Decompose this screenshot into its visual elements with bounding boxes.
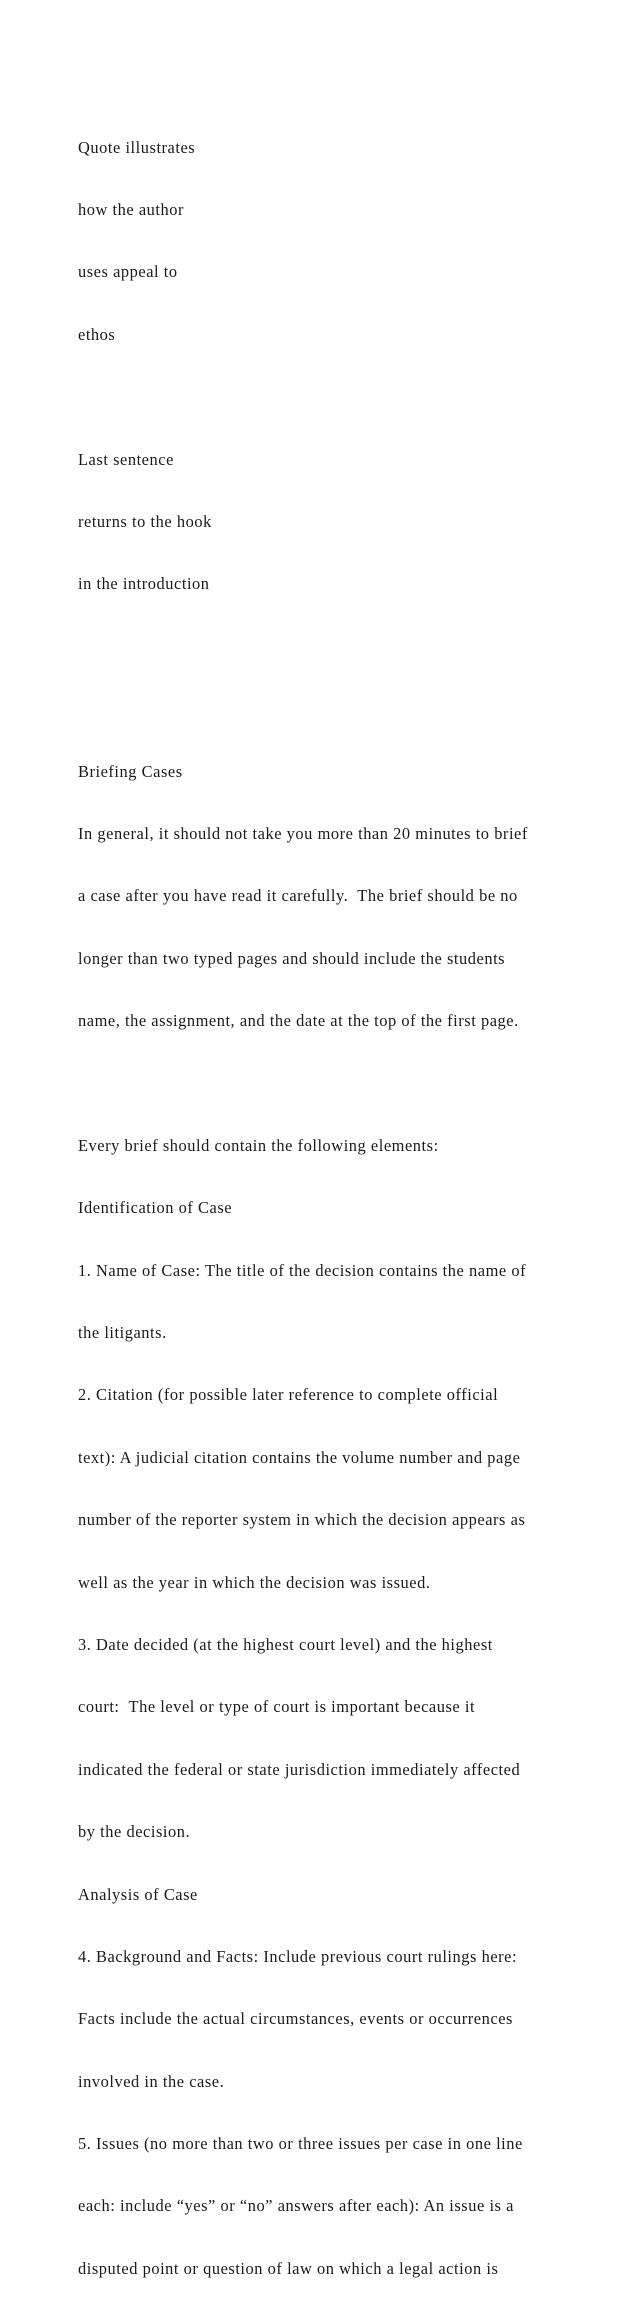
text-line: in the introduction [78, 574, 210, 594]
text-line: 3. Date decided (at the highest court level) and the highest [78, 1634, 493, 1654]
blank-line [78, 387, 618, 408]
text-line: In general, it should not take you more than 20 minutes to brief [78, 823, 528, 843]
text-line: returns to the hook [78, 511, 212, 531]
text-line: longer than two typed pages and should include the students [78, 948, 506, 968]
text-line: disputed point or question of law on which a legal action is [78, 2258, 499, 2278]
text-line: well as the year in which the decision was issued. [78, 1572, 431, 1592]
text-line: 4. Background and Facts: Include previous court rulings here: [78, 1946, 518, 1966]
text-line: court: The level or type of court is important because it [78, 1697, 476, 1717]
text-line: a case after you have read it carefully. The brief should be no [78, 886, 518, 906]
text-line: Last sentence [78, 449, 174, 469]
text-line: uses appeal to [78, 262, 178, 282]
text-line: Every brief should contain the following elements: [78, 1135, 439, 1155]
text-line: indicated the federal or state jurisdiction immediately affected [78, 1759, 521, 1779]
subsection-heading: Analysis of Case [78, 1884, 198, 1904]
text-line: name, the assignment, and the date at the top of the first page. [78, 1011, 519, 1031]
text-line: ethos [78, 324, 116, 344]
text-line: text): A judicial citation contains the volume number and page [78, 1447, 521, 1467]
text-line: number of the reporter system in which the decision appears as [78, 1510, 526, 1530]
subsection-heading: Identification of Case [78, 1198, 233, 1218]
text-line: 1. Name of Case: The title of the decision contains the name of [78, 1260, 527, 1280]
blank-line [78, 1073, 618, 1094]
text-line: how the author [78, 199, 185, 219]
text-line: 5. Issues (no more than two or three issues per case in one line [78, 2134, 523, 2154]
text-line: 2. Citation (for possible later reference to complete official [78, 1385, 499, 1405]
blank-line [78, 699, 618, 720]
text-line: Facts include the actual circumstances, events or occurrences [78, 2009, 513, 2029]
text-line: involved in the case. [78, 2071, 225, 2091]
text-line: each: include “yes” or “no” answers after each): An issue is a [78, 2196, 514, 2216]
text-line: Quote illustrates [78, 137, 196, 157]
text-line: by the decision. [78, 1822, 191, 1842]
blank-line [78, 637, 618, 658]
section-heading: Briefing Cases [78, 761, 183, 781]
document-body [78, 96, 618, 2321]
text-line: the litigants. [78, 1323, 167, 1343]
